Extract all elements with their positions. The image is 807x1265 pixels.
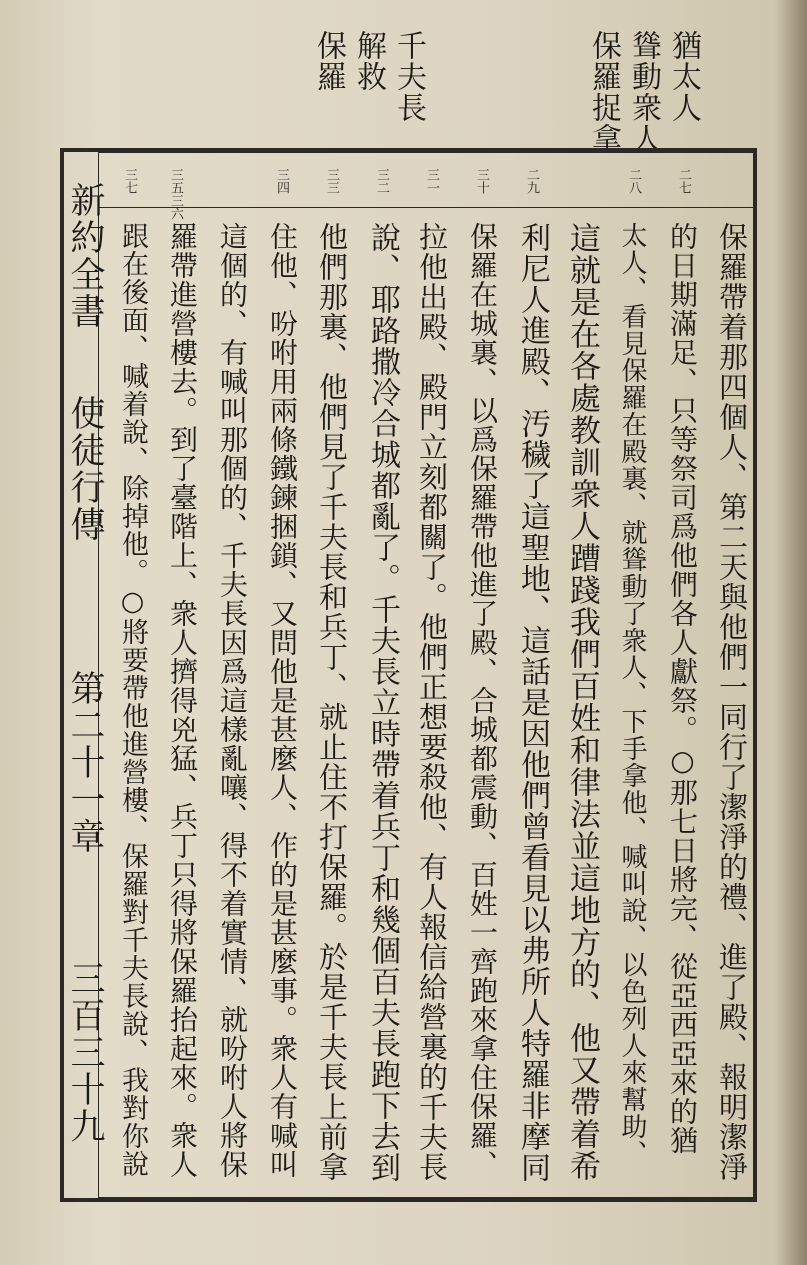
text-column: 利尼人進殿、汚穢了這聖地、這話是因他們曾看見以弗所人特羅非摩同 [515, 222, 550, 1183]
text-column: 住他、吩咐用兩條鐵鍊捆鎖、又問他是甚麼人、作的是甚麼事。衆人有喊叫 [266, 222, 299, 1179]
summary-left [310, 30, 426, 123]
text-column: 跟在後面、喊着說、除掉他。○將要帶他進營樓、保羅對千夫長說、我對你說 [117, 222, 148, 1178]
text-column: 說、耶路撒冷合城都亂了。千夫長立時帶着兵丁和幾個百夫長跑下去到 [365, 222, 400, 1183]
text-column: 保羅在城裏、以爲保羅帶他進了殿、合城都震動、百姓一齊跑來拿住保羅、 [466, 222, 499, 1179]
verse-number: 二七 [676, 168, 691, 194]
chapter-label: 第二十一章 [65, 670, 105, 855]
verse-number: 三五三六 [168, 168, 183, 220]
summary-line: 解救 [351, 30, 386, 92]
summary-line: 千夫長 [391, 30, 426, 123]
book-name: 使徒行傳 [65, 395, 105, 543]
verse-number: 三二 [374, 168, 389, 194]
verse-number: 三三 [324, 168, 339, 194]
summary-right [585, 30, 701, 154]
text-column: 這就是在各處教訓衆人蹧踐我們百姓和律法並這地方的、他又帶着希 [564, 222, 600, 1182]
text-column: 保羅帶着那四個人、第二天與他們一同行了潔淨的禮、進了殿、報明潔淨 [715, 222, 749, 1182]
verse-number: 三四 [274, 168, 289, 194]
text-column: 的日期滿足、只等祭司爲他們各人獻祭。○那七日將完、從亞西亞來的猶 [666, 222, 699, 1155]
text-column: 他們那裏、他們見了千夫長和兵丁、就止住不打保羅。於是千夫長上前拿 [315, 222, 349, 1182]
summary-line: 聳動衆人 [626, 30, 661, 154]
verse-number: 二八 [626, 168, 641, 194]
verse-number: 三七 [122, 168, 137, 194]
verse-number: 三一 [424, 168, 439, 194]
book-title: 新約全書 [65, 182, 105, 330]
summary-line: 保羅 [311, 30, 346, 92]
text-column: 太人、看見保羅在殿裏、就聳動了衆人、下手拿他、喊叫說、以色列人來幫助、 [617, 222, 647, 1167]
summary-line: 保羅捉拿 [586, 30, 621, 154]
verse-number-rule [98, 207, 755, 208]
text-column: 羅帶進營樓去。到了臺階上、衆人擠得兇猛、兵丁只得將保羅抬起來。衆人 [166, 222, 199, 1179]
verse-number: 二九 [524, 168, 539, 194]
text-column: 拉他出殿、殿門立刻都關了。他們正想要殺他、有人報信給營裏的千夫長 [415, 222, 449, 1182]
page-number: 三百三十九 [65, 960, 105, 1145]
summary-line: 猶太人 [666, 30, 701, 123]
verse-number: 三十 [474, 168, 489, 194]
text-column: 這個的、有喊叫那個的、千夫長因爲這樣亂嚷、得不着實情、就吩咐人將保 [216, 222, 249, 1179]
